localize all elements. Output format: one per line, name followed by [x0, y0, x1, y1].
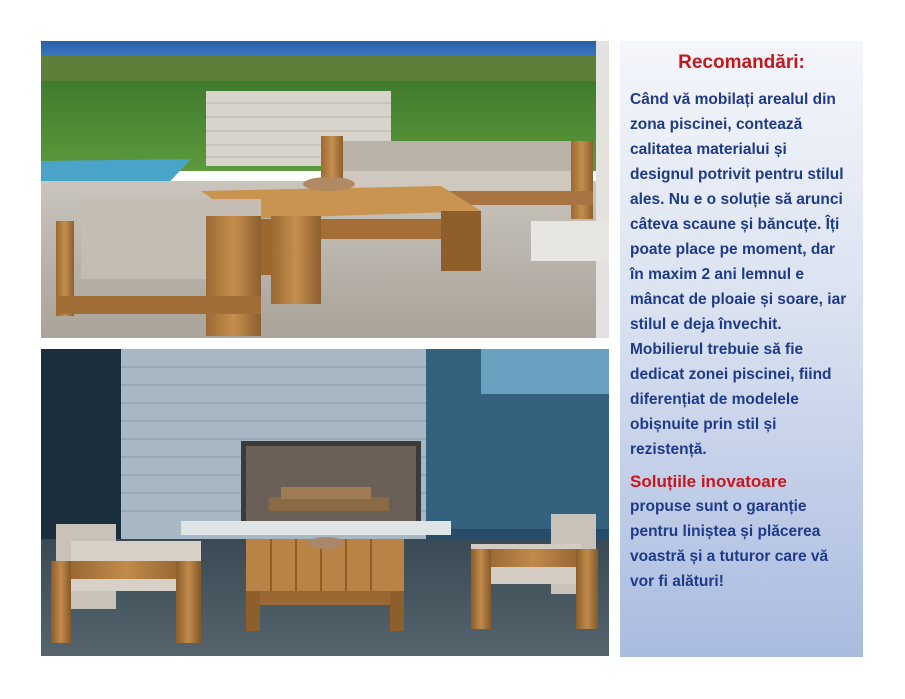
outdoor-poolside-furniture-photo	[41, 41, 609, 338]
outdoor-fireplace-furniture-photo	[41, 349, 609, 656]
recommendations-paragraph: Când vă mobilați arealul din zona piscinei, contează calitatea materialui și designul potrivit pentru stilul ales. Nu e o soluție să arunci câteva scaune și băncuțe. Îți poate place pe moment, dar în maxim 2 ani lemnul e mâncat de ploaie și soare, iar stilul e deja învechit. Mobilierul trebuie să fie dedicat zonei piscinei, fiind diferențiat de modelele obișnuite prin stil și rezistență.	[630, 91, 847, 458]
recommendations-title: Recomandări:	[678, 52, 805, 73]
recommendations-panel	[620, 41, 863, 657]
innovative-solutions-heading: Soluțiile inovatoare	[630, 472, 787, 491]
guarantee-paragraph: propuse sunt o garanție pentru liniștea și plăcerea voastră și a tuturor care vă vor fi alături!	[630, 498, 829, 590]
